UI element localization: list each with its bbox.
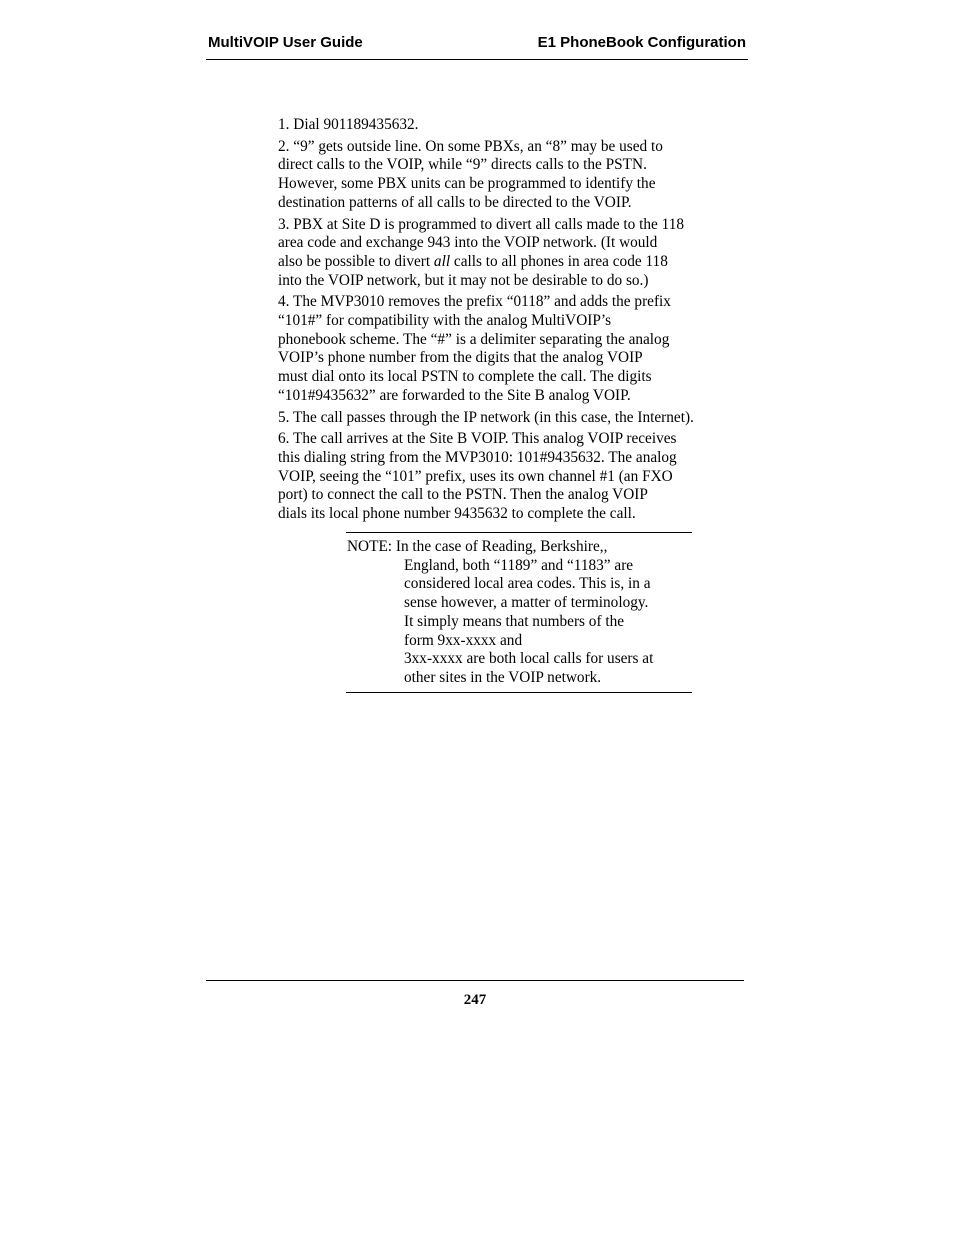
- step-5: [278, 409, 748, 428]
- step-line: VOIP’s phone number from the digits that the analog VOIP: [278, 349, 643, 367]
- step-line: dials its local phone number 9435632 to complete the call.: [278, 505, 636, 523]
- note-line: 3xx-xxxx are both local calls for users at: [404, 650, 654, 668]
- header-section-title: E1 PhoneBook Configuration: [537, 34, 746, 51]
- note-line: considered local area codes. This is, in a: [404, 575, 651, 593]
- footer-divider: [206, 980, 744, 981]
- note-line: It simply means that numbers of the: [404, 612, 625, 630]
- step-line: 1. Dial 901189435632.: [278, 116, 419, 133]
- step-3: [278, 216, 748, 291]
- note-box: [346, 532, 692, 693]
- step-line: [278, 252, 748, 272]
- step-line: 6. The call arrives at the Site B VOIP. This analog VOIP receives: [278, 430, 677, 448]
- note-line: other sites in the VOIP network.: [404, 668, 602, 686]
- step-line-head: also be possible to divert: [278, 252, 434, 270]
- step-line: destination patterns of all calls to be directed to the VOIP.: [278, 193, 632, 211]
- step-line: must dial onto its local PSTN to complete the call. The digits: [278, 368, 652, 386]
- step-line: area code and exchange 943 into the VOIP network. (It would: [278, 234, 658, 252]
- step-6: [278, 430, 748, 524]
- step-2: [278, 138, 748, 213]
- step-1: [278, 116, 748, 135]
- page-header: [206, 33, 748, 60]
- note-line: form 9xx-xxxx and: [404, 631, 523, 649]
- header-guide-title: MultiVOIP User Guide: [208, 34, 363, 51]
- note-line: NOTE: In the case of Reading, Berkshire,,: [347, 538, 608, 555]
- emphasis-all: all: [433, 252, 451, 270]
- step-line: However, some PBX units can be programmed to identify the: [278, 175, 656, 193]
- note-line: sense however, a matter of terminology.: [404, 594, 649, 612]
- note-line: England, both “1189” and “1183” are: [404, 556, 634, 574]
- step-line-tail: calls to all phones in area code 118: [450, 252, 668, 270]
- step-line: 3. PBX at Site D is programmed to divert all calls made to the 118: [278, 215, 685, 233]
- step-line: phonebook scheme. The “#” is a delimiter separating the analog: [278, 330, 670, 348]
- step-4: [278, 293, 748, 405]
- step-line: 2. “9” gets outside line. On some PBXs, an “8” may be used to: [278, 137, 663, 155]
- page-number: 247: [463, 992, 487, 1008]
- step-line: VOIP, seeing the “101” prefix, uses its own channel #1 (an FXO: [278, 467, 673, 485]
- step-line: into the VOIP network, but it may not be desirable to do so.): [278, 271, 649, 289]
- steps-list: [278, 116, 748, 527]
- step-line: 4. The MVP3010 removes the prefix “0118” and adds the prefix: [278, 293, 671, 311]
- step-line: direct calls to the VOIP, while “9” directs calls to the PSTN.: [278, 156, 647, 174]
- step-line: “101#” for compatibility with the analog MultiVOIP’s: [278, 312, 612, 330]
- step-line: port) to connect the call to the PSTN. Then the analog VOIP: [278, 486, 648, 504]
- step-line: “101#9435632” are forwarded to the Site B analog VOIP.: [278, 386, 631, 404]
- step-line: this dialing string from the MVP3010: 101#9435632. The analog: [278, 448, 677, 466]
- step-line: 5. The call passes through the IP network (in this case, the Internet).: [278, 408, 694, 426]
